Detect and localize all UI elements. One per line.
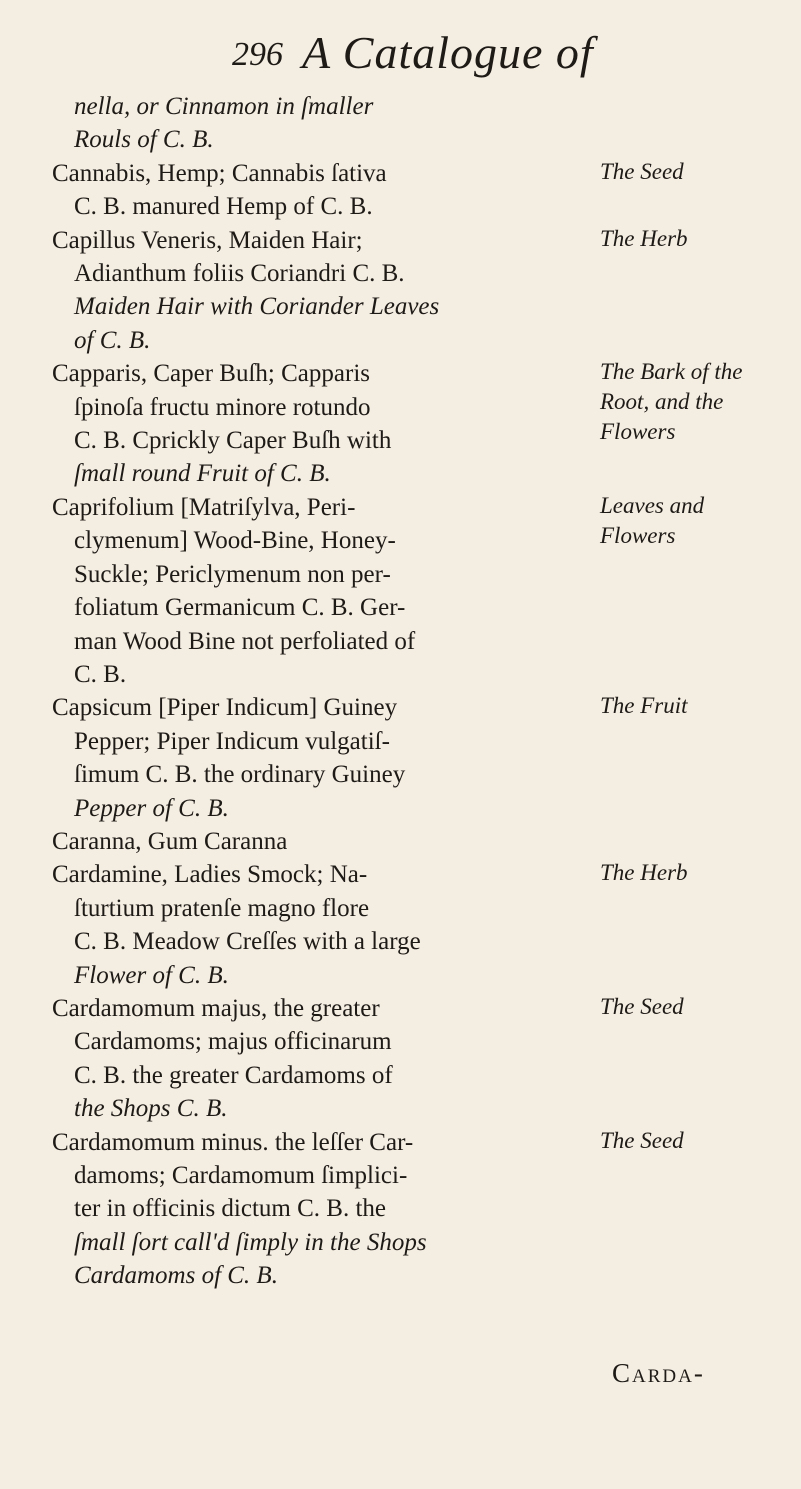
part-used: The Seed (600, 993, 684, 1019)
entry-cinnamon-continued (0, 90, 801, 157)
part-used: The Fruit (600, 693, 688, 719)
part-used: The Bark of the Root, and the Flowers (600, 359, 743, 445)
entry-line: nella, or Cinnamon in ſmaller (74, 93, 374, 120)
part-used: The Seed (600, 158, 684, 184)
entry-line: ſimum C. B. the ordinary Guiney (74, 761, 406, 789)
entry-line: ſmall round Fruit of C. B. (74, 460, 331, 488)
entry-line: ſturtium pratenſe magno flore (74, 894, 370, 922)
entry-line: of C. B. (74, 326, 151, 354)
entry-line: Pepper; Piper Indicum vulgatiſ- (74, 727, 390, 755)
entry-line: ſpinoſa fructu minore rotundo (74, 393, 371, 421)
entry-cardamomum-majus (0, 992, 801, 1126)
entry-capsicum (0, 691, 801, 825)
entry-line: C. B. manured Hemp of C. B. (74, 193, 373, 221)
entry-capparis (0, 357, 801, 491)
entry-line: C. B. Meadow Creſſes with a large (74, 928, 421, 956)
entry-cannabis (0, 157, 801, 224)
entry-line: Cardamine, Ladies Smock; Na- (52, 861, 368, 889)
entry-line: Flower of C. B. (74, 961, 229, 989)
entry-caprifolium (0, 491, 801, 691)
running-title: A Catalogue of (302, 27, 594, 78)
entry-line: ſmall ſort call'd ſimply in the Shops (74, 1228, 427, 1256)
entry-line: Adianthum foliis Coriandri C. B. (74, 260, 405, 288)
entry-line: Capparis, Caper Buſh; Capparis (52, 360, 370, 388)
entry-line: man Wood Bine not perfoliated of (74, 627, 416, 655)
entry-line: Capsicum [Piper Indicum] Guiney (52, 694, 398, 722)
part-used: The Herb (600, 860, 688, 886)
entry-line: Suckle; Periclymenum non per- (74, 560, 391, 588)
entry-line: Pepper of C. B. (74, 794, 229, 822)
entry-line: foliatum Germanicum C. B. Ger- (74, 594, 406, 622)
entry-cardamine (0, 858, 801, 992)
entry-line: Maiden Hair with Coriander Leaves (74, 293, 440, 321)
entry-caranna (0, 825, 801, 858)
catalogue-entries (0, 90, 801, 1293)
entry-line: Caprifolium [Matriſylva, Peri- (52, 493, 356, 521)
page-header (0, 20, 801, 80)
entry-line: Caranna, Gum Caranna (52, 827, 288, 855)
entry-line: C. B. (74, 660, 127, 688)
entry-line: clymenum] Wood-Bine, Honey- (74, 527, 396, 555)
entry-line: Cardamoms of C. B. (74, 1262, 278, 1290)
entry-line: Cardamomum majus, the greater (52, 994, 380, 1022)
entry-line: C. B. Cprickly Caper Buſh with (74, 427, 392, 455)
entry-line: C. B. the greater Cardamoms of (74, 1061, 393, 1089)
catchword: Carda- (612, 1358, 705, 1388)
entry-line: ter in officinis dictum C. B. the (74, 1195, 386, 1223)
part-used: The Seed (600, 1127, 684, 1153)
entry-capillus-veneris (0, 224, 801, 358)
entry-line: Cardamoms; majus officinarum (74, 1028, 392, 1056)
entry-line: Rouls of C. B. (74, 126, 214, 154)
part-used: The Herb (600, 225, 688, 251)
entry-cardamomum-minus (0, 1126, 801, 1293)
entry-line: Capillus Veneris, Maiden Hair; (52, 226, 363, 254)
entry-line: the Shops C. B. (74, 1095, 228, 1123)
part-used: Leaves and Flowers (600, 492, 705, 548)
page-number: 296 (232, 36, 283, 73)
entry-line: Cannabis, Hemp; Cannabis ſativa (52, 159, 387, 187)
entry-line: damoms; Cardamomum ſimplici- (74, 1162, 408, 1189)
entry-line: Cardamomum minus. the leſſer Car- (52, 1128, 414, 1156)
